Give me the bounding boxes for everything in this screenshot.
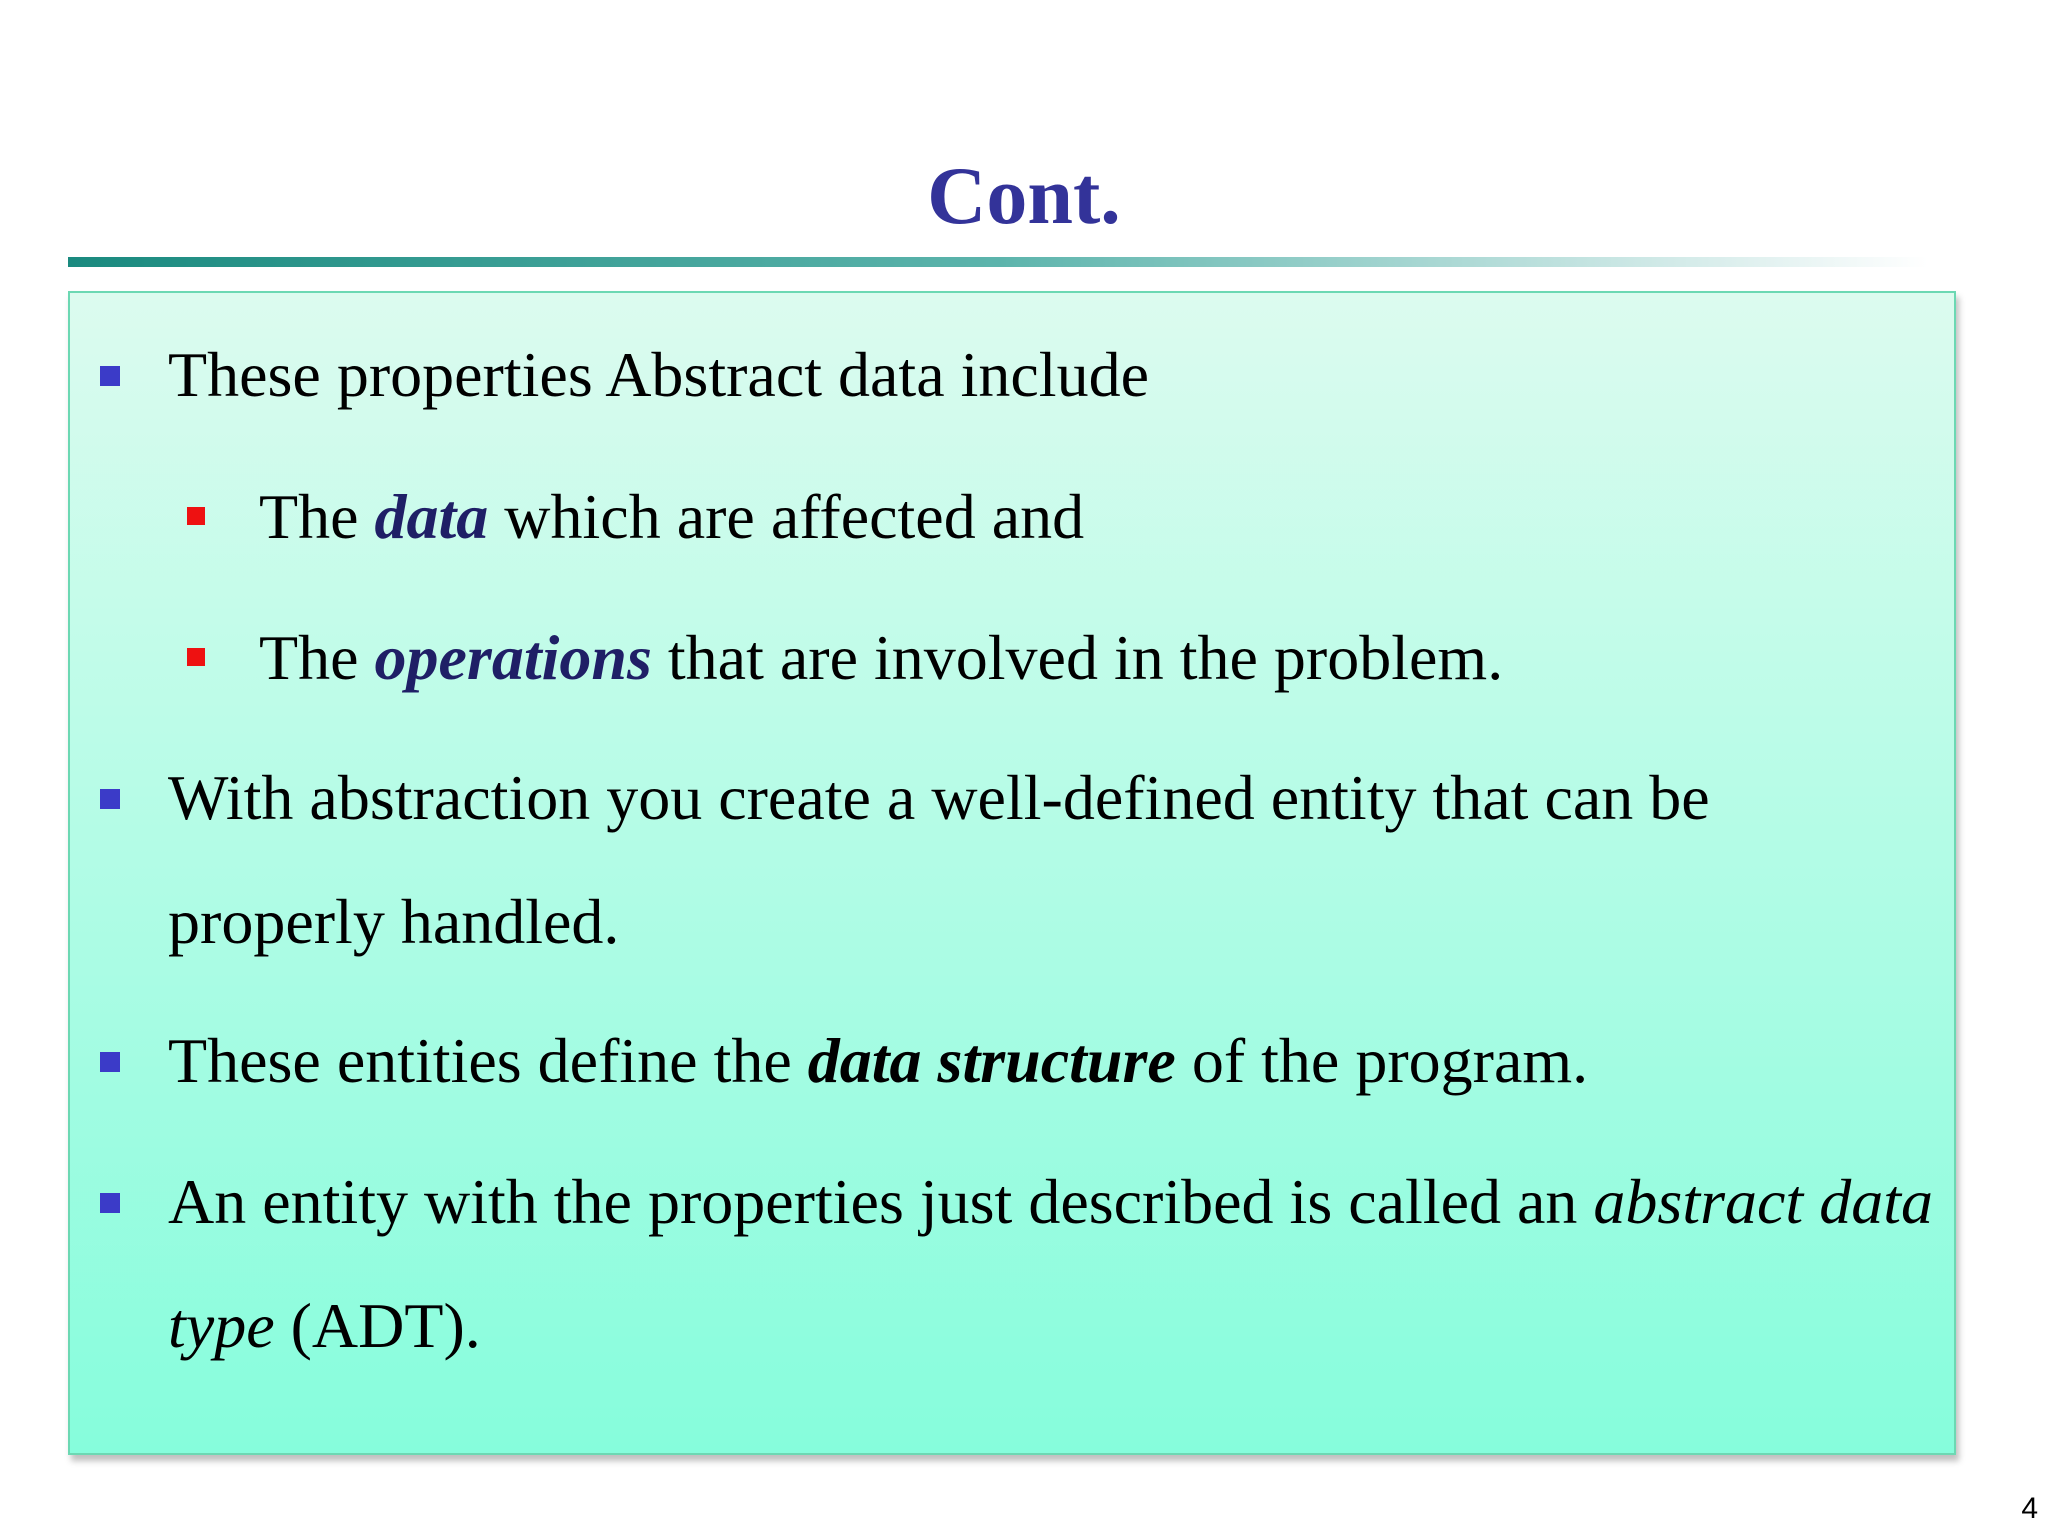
sub-bullet-item — [187, 596, 1927, 720]
square-bullet-icon — [100, 789, 120, 809]
sub-bullet-text-after: that are involved in the problem. — [651, 622, 1504, 693]
bullet-text — [100, 1140, 1940, 1388]
bullet-item — [100, 736, 1940, 984]
bullet-text-after: of the program. — [1175, 1025, 1589, 1096]
bullet-item — [100, 1140, 1940, 1388]
square-bullet-icon — [100, 1052, 120, 1072]
emphasis-operations: operations — [374, 622, 652, 693]
bullet-text-after: (ADT). — [274, 1290, 481, 1361]
sub-bullet-text — [187, 596, 1927, 720]
sub-bullet-text-after: which are affected and — [488, 481, 1085, 552]
emphasis-data-structure: data structure — [807, 1025, 1176, 1096]
bullet-item — [100, 999, 1940, 1123]
sub-bullet-item — [187, 455, 1927, 579]
slide-title: Cont. — [927, 149, 1121, 241]
title-divider — [68, 257, 1928, 267]
emphasis-abstract-data-type: abstract data type — [168, 1166, 1933, 1361]
bullet-text-before: These entities define the — [168, 1025, 808, 1096]
bullet-text — [100, 999, 1940, 1123]
square-sub-bullet-icon — [187, 648, 205, 666]
bullet-text: With abstraction you create a well-defined entity that can be properly handled. — [168, 762, 1710, 957]
page-number: 4 — [2021, 1492, 2038, 1525]
sub-bullet-text-before: The — [259, 481, 375, 552]
emphasis-data: data — [374, 481, 489, 552]
sub-bullet-text-before: The — [259, 622, 375, 693]
square-sub-bullet-icon — [187, 507, 205, 525]
bullet-item — [100, 313, 1940, 437]
sub-bullet-text — [187, 455, 1927, 579]
bullet-text-before: An entity with the properties just described is called an — [168, 1166, 1594, 1237]
bullet-text: These properties Abstract data include — [168, 339, 1149, 410]
square-bullet-icon — [100, 366, 120, 386]
square-bullet-icon — [100, 1193, 120, 1213]
